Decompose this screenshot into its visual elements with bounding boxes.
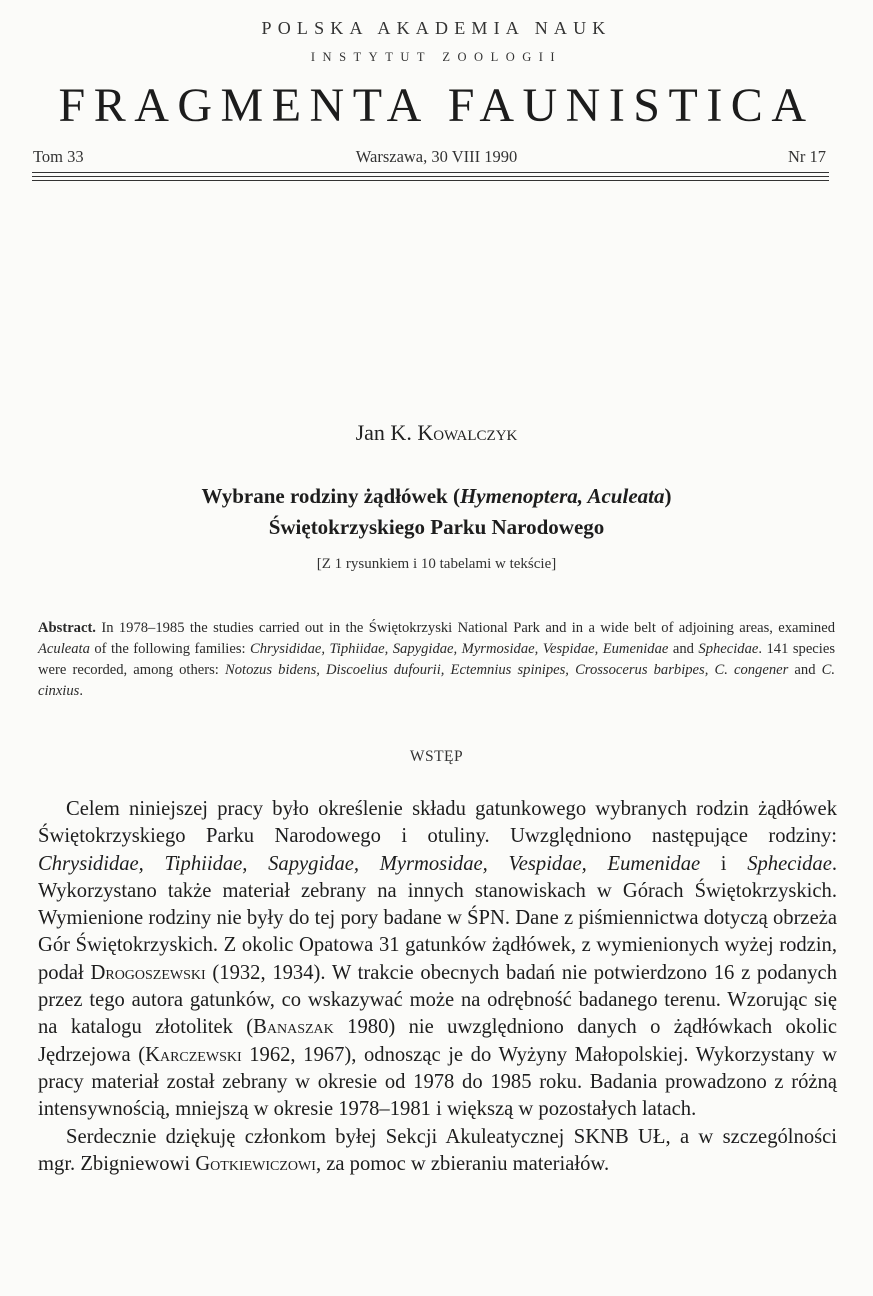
place-date: Warszawa, 30 VIII 1990 [355,147,518,166]
abstract-text: of the following families: [89,641,251,657]
body-text-run: i [700,852,748,875]
abstract-text: . [79,683,83,699]
figures-note: [Z 1 rysunkiem i 10 tabelami w tekście] [316,556,557,572]
cited-author: Karczewski [145,1043,242,1066]
cited-author: Drogoszewski [90,961,206,984]
header-rule [32,176,829,177]
section-heading: WSTĘP [409,748,464,765]
cited-author: Banaszak [253,1016,334,1039]
abstract-label: Abstract. [38,620,96,636]
institute-name: INSTYTUT ZOOLOGII [310,50,563,64]
author-last-name: Kowalczyk [417,420,518,445]
body-text [38,796,837,1178]
body-text-run: (1932, 1934). W trakcie obecnych badań nie potwierdzono 16 z podanych przez tego autora gatunków, co wskazywać może na odrębność badanego terenu. Wzorując się na katalogu złotolitek ( [38,961,837,1039]
abstract [38,618,835,702]
abstract-taxon: Chrysididae, Tiphiidae, Sapygidae, Myrmosidae, Vespidae, Eumenidae [250,641,669,657]
paragraph [38,1124,837,1179]
body-text-run: Serdecznie dziękuję członkom byłej Sekcji Akuleatycznej SKNB UŁ, a w szczególności mgr. Zbigniewowi [38,1125,837,1175]
abstract-taxon: C. cinxius [38,662,836,699]
author-first-name: Jan K. [355,420,412,445]
title-text: Wybrane rodziny żądłówek ( [201,484,460,508]
abstract-text: . 141 species were recorded, among others: [38,641,835,678]
body-taxon: Sphecidae [747,852,832,875]
author [0,420,873,446]
title-text: ) [664,484,672,508]
title-taxon: Hymenoptera, Aculeata [459,484,665,508]
abstract-taxon: Notozus bidens, Discoelius dufourii, Ectemnius spinipes, Crossocerus barbipes, C. congener [224,662,789,678]
header-rule [32,172,829,173]
issue-number: Nr 17 [787,147,826,166]
academy-name: POLSKA AKADEMIA NAUK [261,18,612,38]
article-title [0,481,873,543]
abstract-text: In 1978–1985 the studies carried out in the Świętokrzyski National Park and in a wide belt of adjoining areas, examined [95,620,835,636]
body-text-run: , za pomoc w zbieraniu materiałów. [315,1152,610,1175]
abstract-text: and [788,662,822,678]
abstract-taxon: Sphecidae [698,641,759,657]
cited-person: Gotkiewiczowi [195,1152,316,1175]
paragraph [38,796,837,1124]
body-text-run: Celem niniejszej pracy było określenie składu gatunkowego wybranych rodzin żądłówek Świętokrzyskiego Parku Narodowego i otuliny. Uwzględniono następujące rodziny: [38,798,837,848]
abstract-taxon: Aculeata [38,641,90,657]
article-title-line-2: Świętokrzyskiego Parku Narodowego [268,515,605,539]
abstract-text: and [668,641,699,657]
body-taxon: Chrysididae, Tiphiidae, Sapygidae, Myrmosidae, Vespidae, Eumenidae [38,852,701,875]
journal-title: FRAGMENTA FAUNISTICA [58,79,815,132]
volume-label: Tom 33 [33,147,84,166]
article-title-line-1 [0,481,873,512]
body-text-run: 1962, 1967), odnosząc je do Wyżyny Małopolskiej. Wykorzystany w pracy materiał został zebrany w okresie od 1978 do 1985 roku. Badania prowadzono z różną intensywnością, mniejszą w okresie 1978–1981 i większą w pozostałych latach. [38,1043,837,1121]
body-text-run: 1980) nie uwzględniono danych o żądłówkach okolic Jędrzejowa ( [38,1016,837,1066]
header-rule [32,180,829,181]
body-text-run: . Wykorzystano także materiał zebrany na innych stanowiskach w Górach Świętokrzyskich. Wymienione rodziny nie były do tej pory badane w ŚPN. Dane z piśmiennictwa dotyczą obrzeża Gór Świętokrzyskich. Z okolic Opatowa 31 gatunków żądłówek, z wymienionych wyżej rodzin, podał [38,852,837,984]
